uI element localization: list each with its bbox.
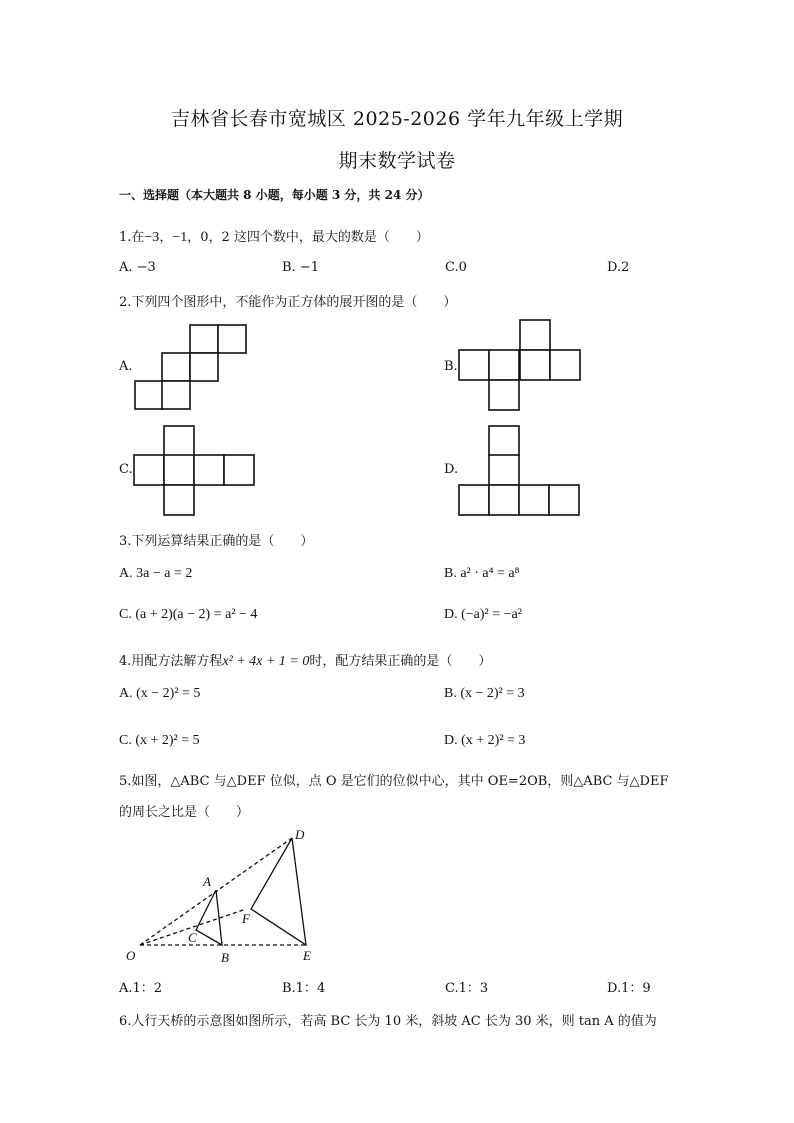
page-title: 吉林省长春市宽城区 2025-2026 学年九年级上学期	[170, 108, 624, 130]
q5-option-b[interactable]: B.1：4	[282, 981, 326, 996]
triangle-def	[251, 838, 306, 945]
q1-option-b[interactable]: B. −1	[282, 260, 319, 275]
q4-option-d[interactable]: D. (x + 2)² = 3	[444, 733, 526, 748]
q3-option-c[interactable]: C. (a + 2)(a − 2) = a² − 4	[119, 607, 258, 622]
q4-stem	[119, 650, 491, 670]
point-o-label: O	[126, 948, 136, 963]
q3-stem: 3.下列运算结果正确的是（ ）	[119, 534, 314, 549]
q4-equation: x² + 4x + 1 = 0	[222, 654, 310, 669]
q5-option-d[interactable]: D.1：9	[607, 981, 651, 996]
q2-net-a	[134, 324, 248, 410]
q2-label-d[interactable]: D.	[444, 462, 459, 477]
point-a-label: A	[203, 874, 211, 889]
q5-stem-line1: 5.如图，△ABC 与△DEF 位似，点 O 是它们的位似中心，其中 OE=2OB，则△ABC 与△DEF	[119, 774, 669, 789]
q2-net-d	[458, 425, 582, 517]
point-b-label: B	[221, 950, 229, 965]
q3-option-a[interactable]: A. 3a − a = 2	[119, 566, 193, 581]
q1-option-d[interactable]: D.2	[607, 260, 630, 275]
q3-option-b[interactable]: B. a² · a⁴ = a⁸	[444, 566, 520, 581]
point-c-label: C	[188, 930, 197, 945]
q1-number-2: −1	[172, 230, 188, 245]
page-subtitle: 期末数学试卷	[338, 150, 456, 172]
q1-stem-prefix: 1.在	[119, 230, 145, 245]
point-e-label: E	[303, 948, 311, 963]
q4-stem-suffix: 时，配方结果正确的是（ ）	[309, 654, 492, 669]
q2-label-c[interactable]: C.	[119, 462, 133, 477]
q2-label-b[interactable]: B.	[444, 359, 458, 374]
q4-stem-prefix: 4.用配方法解方程	[119, 654, 223, 669]
point-f-label: F	[242, 911, 250, 926]
q4-option-a[interactable]: A. (x − 2)² = 5	[119, 686, 201, 701]
q5-homothety-figure	[120, 822, 330, 972]
q4-option-c[interactable]: C. (x + 2)² = 5	[119, 733, 200, 748]
q2-label-a[interactable]: A.	[119, 359, 133, 374]
q1-stem-suffix: ，0，2 这四个数中，最大的数是（ ）	[187, 230, 429, 245]
q1-option-a[interactable]: A. −3	[119, 260, 156, 275]
q6-stem: 6.人行天桥的示意图如图所示，若高 BC 长为 10 米，斜坡 AC 长为 30 米，则 tan A 的值为	[119, 1014, 657, 1029]
q1-sep: ，	[159, 230, 173, 245]
q1-option-c[interactable]: C.0	[445, 260, 467, 275]
q2-net-b	[458, 319, 584, 412]
section-heading: 一、选择题（本大题共 8 小题，每小题 3 分，共 24 分）	[119, 188, 430, 202]
q1-number-1: −3	[144, 230, 160, 245]
q2-stem: 2.下列四个图形中，不能作为正方体的展开图的是（ ）	[119, 295, 457, 310]
q4-option-b[interactable]: B. (x − 2)² = 3	[444, 686, 525, 701]
point-d-label: D	[295, 827, 305, 842]
q3-option-d[interactable]: D. (−a)² = −a²	[444, 607, 522, 622]
q2-net-c	[133, 425, 257, 517]
triangle-abc	[196, 890, 222, 945]
q5-option-c[interactable]: C.1：3	[445, 981, 489, 996]
q5-stem-line2: 的周长之比是（ ）	[119, 805, 250, 820]
q1-stem	[119, 226, 429, 246]
q5-option-a[interactable]: A.1：2	[119, 981, 163, 996]
